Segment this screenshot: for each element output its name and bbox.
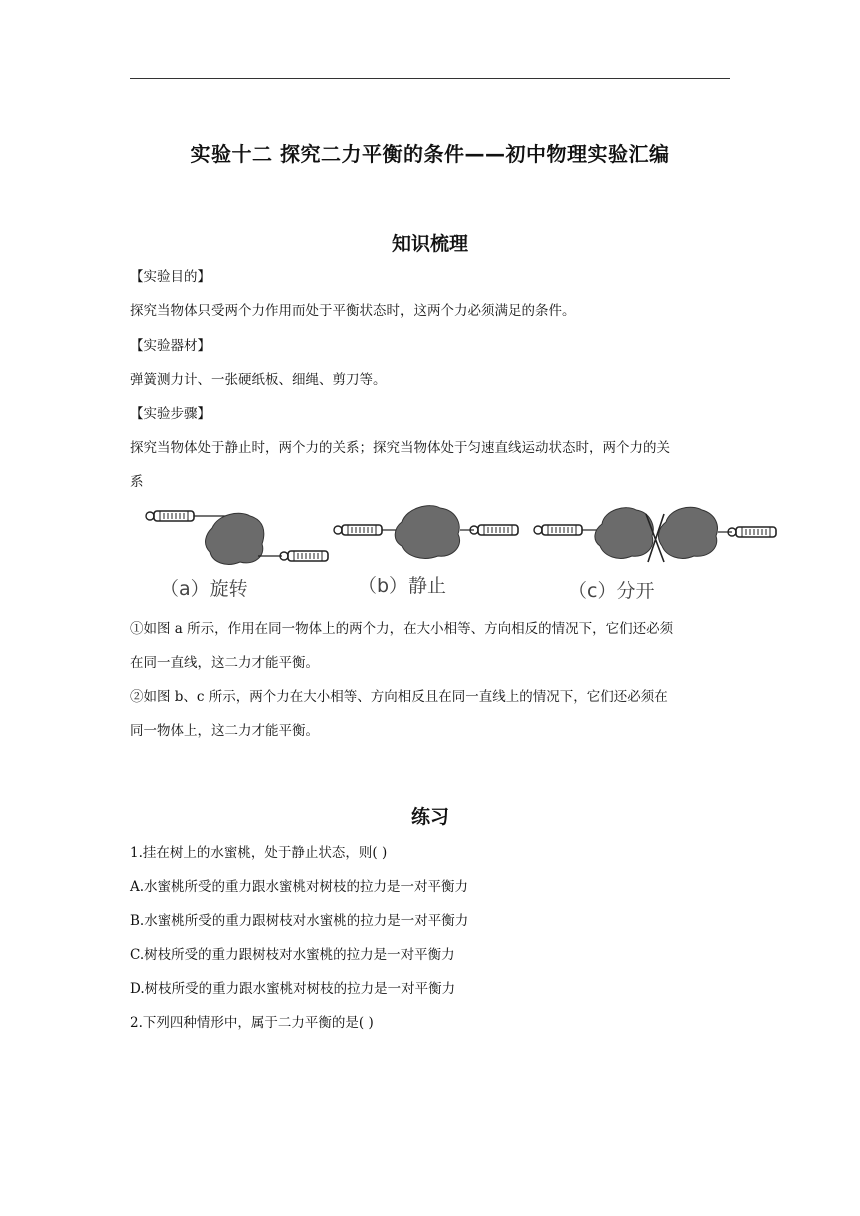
note1-line1: ①如图 a 所示，作用在同一物体上的两个力，在大小相等、方向相反的情况下，它们还必须 [130, 621, 674, 637]
question-1-option-a: A.水蜜桃所受的重力跟水蜜桃对树枝的拉力是一对平衡力 [130, 879, 469, 895]
question-2: 2.下列四种情形中，属于二力平衡的是( ) [130, 1015, 374, 1031]
section-heading-practice: 练习 [410, 806, 449, 828]
header-rule [130, 78, 730, 79]
experiment-figure [140, 500, 780, 610]
steps-text-line1: 探究当物体处于静止时，两个力的关系；探究当物体处于匀速直线运动状态时，两个力的关 [130, 440, 670, 456]
question-1-option-c: C.树枝所受的重力跟树枝对水蜜桃的拉力是一对平衡力 [130, 947, 455, 963]
figure-label-b: （b）静止 [358, 575, 447, 597]
figure-label-a: （a）旋转 [160, 578, 248, 600]
steps-heading: 【实验步骤】 [130, 406, 211, 422]
purpose-heading: 【实验目的】 [130, 269, 211, 285]
question-1-option-d: D.树枝所受的重力跟水蜜桃对树枝的拉力是一对平衡力 [130, 981, 456, 997]
steps-text-line2: 系 [130, 474, 144, 490]
figure-c [534, 507, 776, 562]
purpose-text: 探究当物体只受两个力作用而处于平衡状态时，这两个力必须满足的条件。 [130, 303, 576, 319]
note1-line2: 在同一直线，这二力才能平衡。 [130, 655, 319, 671]
figure-label-c: （c）分开 [568, 580, 655, 602]
note2-line2: 同一物体上，这二力才能平衡。 [130, 723, 319, 739]
note2-line1: ②如图 b、c 所示，两个力在大小相等、方向相反且在同一直线上的情况下，它们还必须在 [130, 689, 668, 705]
section-heading-knowledge: 知识梳理 [391, 233, 468, 255]
experiment-illustration [140, 500, 780, 610]
figure-b [334, 506, 518, 559]
question-1: 1.挂在树上的水蜜桃，处于静止状态，则( ) [130, 845, 388, 861]
equipment-heading: 【实验器材】 [130, 338, 211, 354]
document-title: 实验十二 探究二力平衡的条件——初中物理实验汇编 [190, 142, 670, 166]
equipment-text: 弹簧测力计、一张硬纸板、细绳、剪刀等。 [130, 372, 387, 388]
figure-a [146, 511, 328, 564]
question-1-option-b: B.水蜜桃所受的重力跟树枝对水蜜桃的拉力是一对平衡力 [130, 913, 469, 929]
